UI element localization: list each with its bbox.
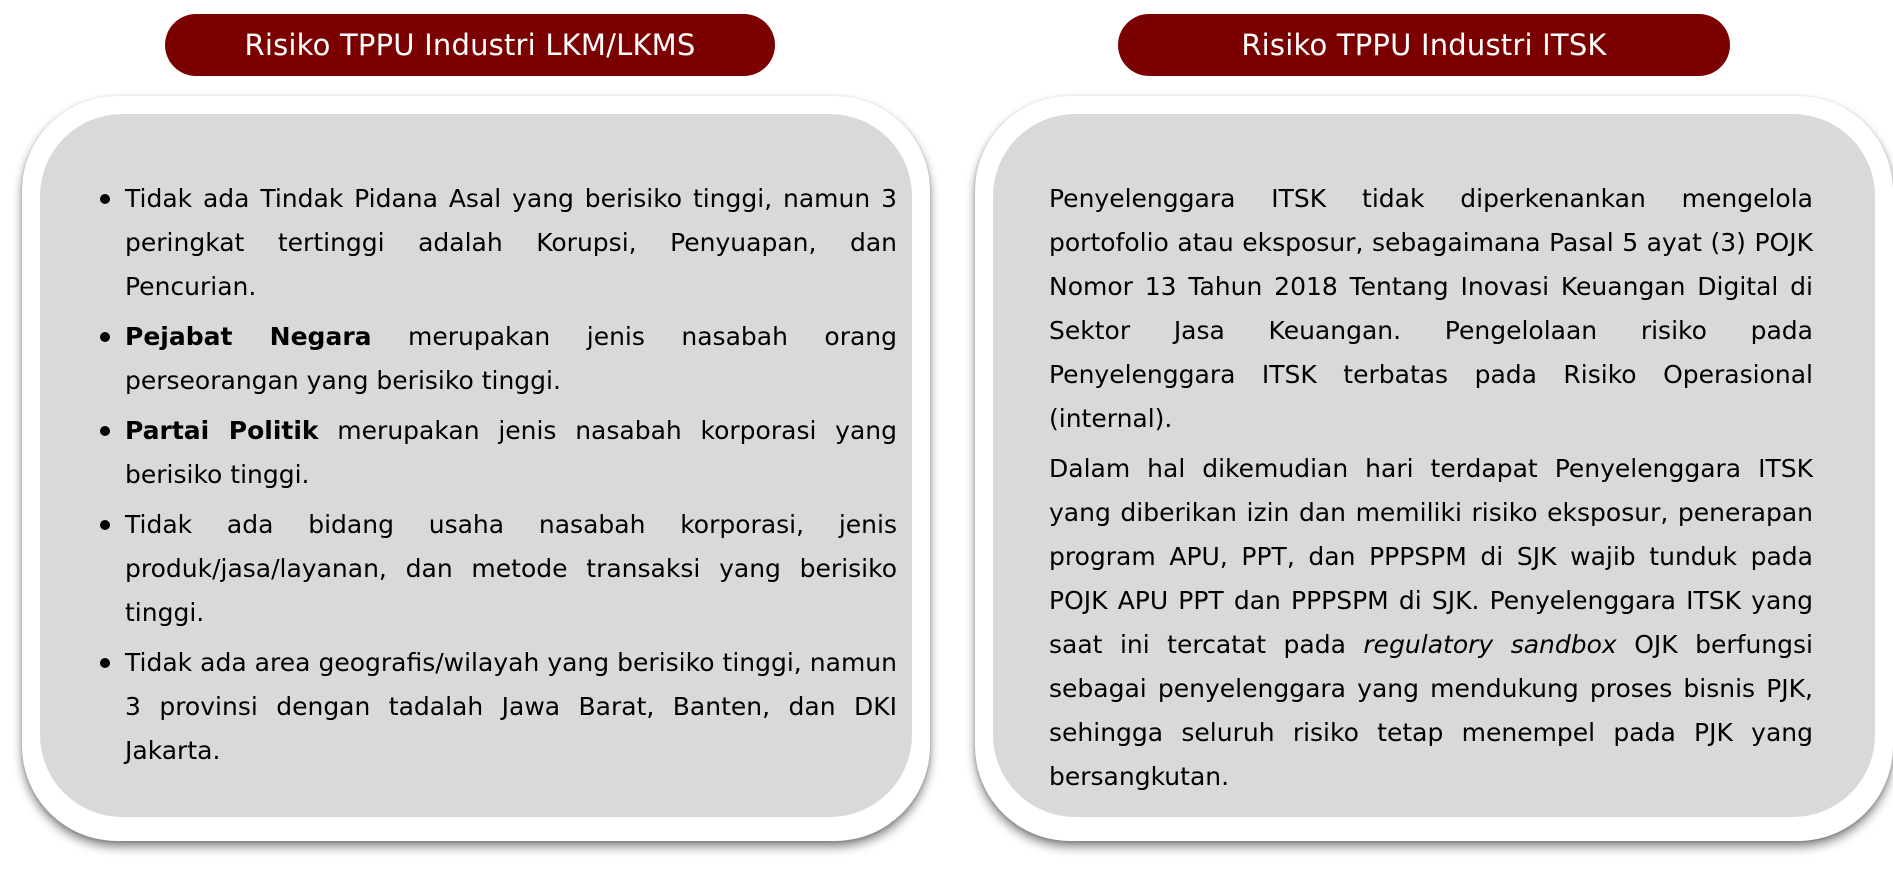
bullet-bold: Partai Politik xyxy=(125,416,319,445)
right-card xyxy=(975,96,1893,841)
paragraph-2-after: OJK berfungsi sebagai penyelenggara yang mendukung proses bisnis PJK, sehingga seluruh risiko tetap menempel pada PJK yang bersangkutan. xyxy=(1049,630,1813,791)
paragraph-2 xyxy=(1049,447,1813,799)
bullet-text: Tidak ada area geografis/wilayah yang berisiko tinggi, namun 3 provinsi dengan tadalah Jawa Barat, Banten, dan DKI Jakarta. xyxy=(125,648,897,765)
bullet-item xyxy=(100,641,897,773)
paragraph-2-before: Dalam hal dikemudian hari terdapat Penyelenggara ITSK yang diberikan izin dan memiliki risiko eksposur, penerapan program APU, PPT, dan PPPSPM di SJK wajib tunduk pada POJK APU PPT dan PPPSPM di SJK. Penyelenggara ITSK yang saat ini tercatat pada xyxy=(1049,454,1813,659)
paragraph-2-italic: regulatory sandbox xyxy=(1363,630,1617,659)
bullet-item xyxy=(100,409,897,497)
bullet-dot-icon xyxy=(100,332,110,342)
bullet-dot-icon xyxy=(100,658,110,668)
bullet-text: Tidak ada Tindak Pidana Asal yang berisiko tinggi, namun 3 peringkat tertinggi adalah Korupsi, Penyuapan, dan Pencurian. xyxy=(125,184,897,301)
right-panel-title: Risiko TPPU Industri ITSK xyxy=(1118,14,1730,76)
bullet-item xyxy=(100,315,897,403)
bullet-dot-icon xyxy=(100,194,110,204)
right-card-body xyxy=(993,114,1875,817)
paragraph-1: Penyelenggara ITSK tidak diperkenankan mengelola portofolio atau eksposur, sebagaimana Pasal 5 ayat (3) POJK Nomor 13 Tahun 2018 Tentang Inovasi Keuangan Digital di Sektor Jasa Keuangan. Pengelolaan risiko pada Penyelenggara ITSK terbatas pada Risiko Operasional (internal). xyxy=(1049,184,1813,433)
left-bullet-list xyxy=(100,177,897,779)
bullet-text: merupakan jenis nasabah korporasi yang berisiko tinggi. xyxy=(125,416,897,489)
left-panel-title: Risiko TPPU Industri LKM/LKMS xyxy=(165,14,775,76)
bullet-text: Tidak ada bidang usaha nasabah korporasi, jenis produk/jasa/layanan, dan metode transaksi yang berisiko tinggi. xyxy=(125,510,897,627)
bullet-dot-icon xyxy=(100,520,110,530)
bullet-item xyxy=(100,177,897,309)
left-card xyxy=(22,96,930,841)
bullet-item xyxy=(100,503,897,635)
bullet-bold: Pejabat Negara xyxy=(125,322,372,351)
bullet-dot-icon xyxy=(100,426,110,436)
left-card-body xyxy=(40,114,912,817)
bullet-text: merupakan jenis nasabah orang perseorangan yang berisiko tinggi. xyxy=(125,322,898,395)
right-paragraphs xyxy=(1049,177,1813,805)
